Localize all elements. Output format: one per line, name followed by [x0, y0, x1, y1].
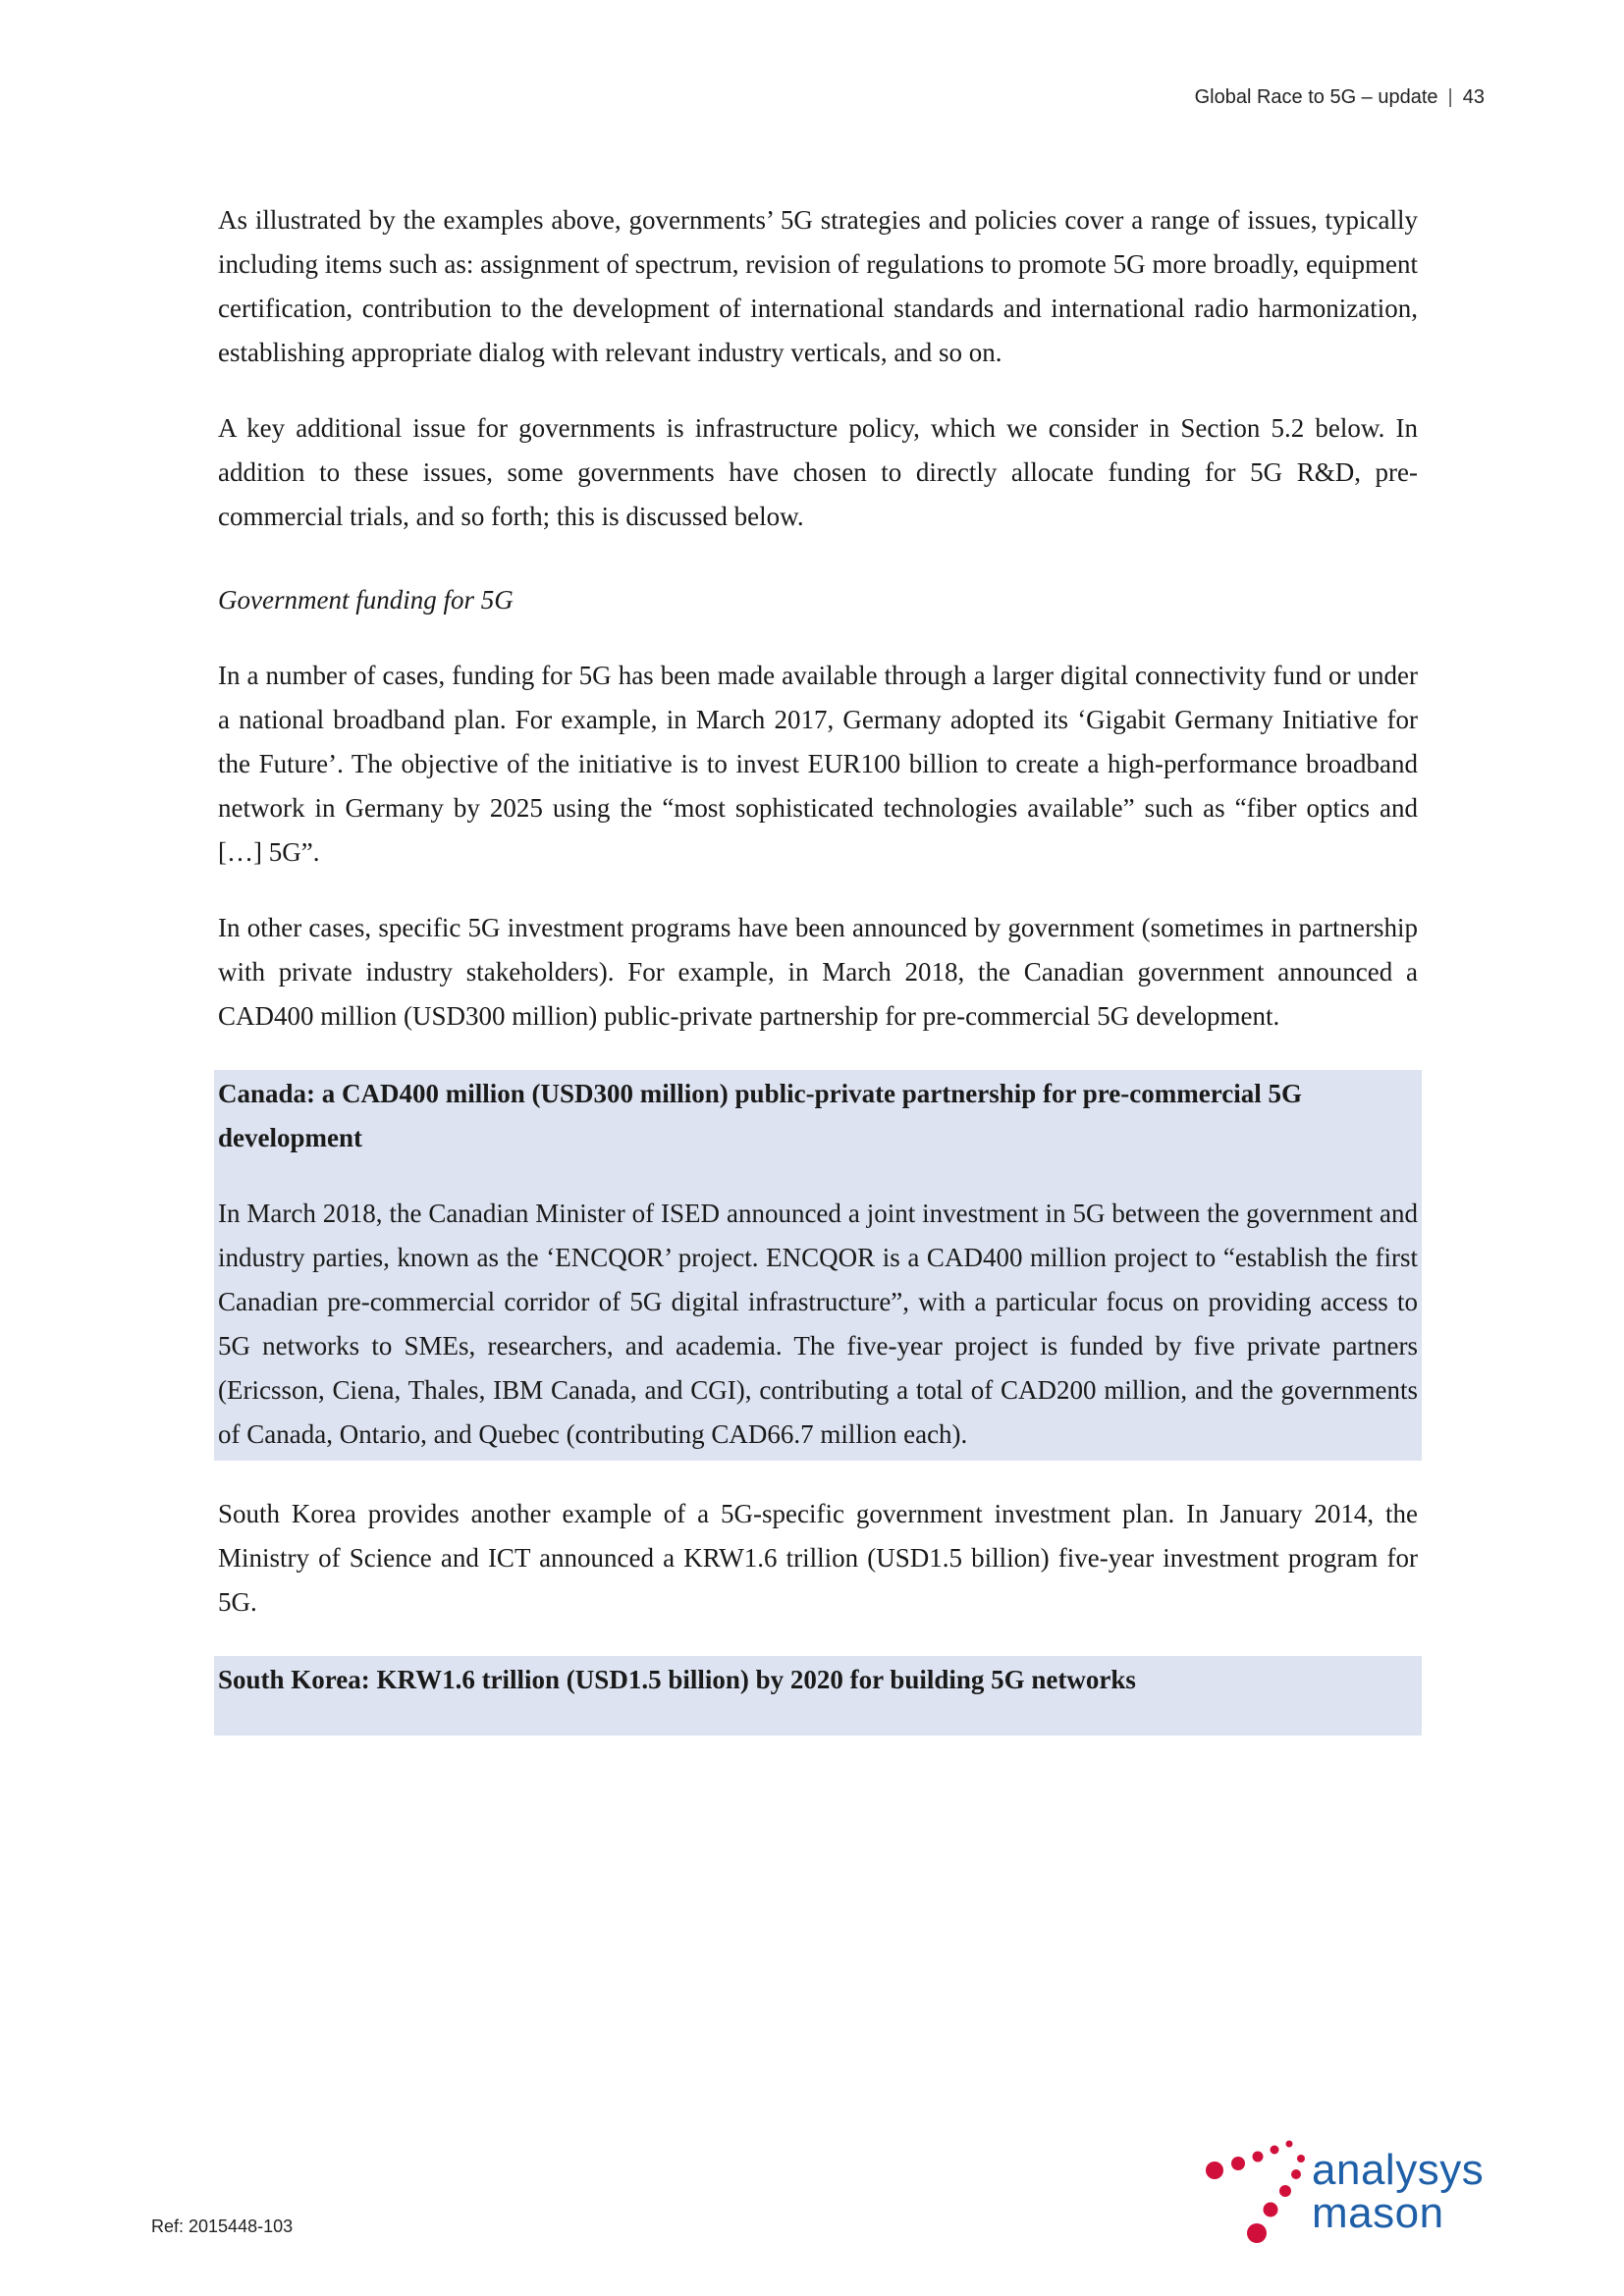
paragraph-germany: In a number of cases, funding for 5G has been made available through a larger digital connectivity fund or under a national broadband plan. For example, in March 2017, Germany adopted its ‘Gigabit Germany Initiative for the Future’. The objective of the initiative is to invest EUR100 billion to create a high-performance broadband network in Germany by 2025 using the “most sophisticated technologies available” such as “fiber optics and […] 5G”. [218, 661, 1418, 867]
case-study-box-south-korea [214, 1656, 1422, 1735]
case-study-body-canada: In March 2018, the Canadian Minister of ISED announced a joint investment in 5G between the government and industry parties, known as the ‘ENCQOR’ project. ENCQOR is a CAD400 million project to “establish the first Canadian pre-commercial corridor of 5G digital infrastructure”, with a particular focus on providing access to 5G networks to SMEs, researchers, and academia. The five-year project is funded by five private partners (Ericsson, Ciena, Thales, IBM Canada, and CGI), contributing a total of CAD200 million, and the governments of Canada, Ontario, and Quebec (contributing CAD66.7 million each). [218, 1199, 1418, 1449]
case-study-title-south-korea: South Korea: KRW1.6 trillion (USD1.5 billion) by 2020 for building 5G networks [218, 1665, 1136, 1694]
logo-text-mason: mason [1312, 2189, 1444, 2237]
logo-text-analysys: analysys [1312, 2146, 1485, 2194]
document-reference: Ref: 2015448-103 [151, 2216, 294, 2236]
paragraph-infrastructure: A key additional issue for governments is infrastructure policy, which we consider in Section 5.2 below. In addition to these issues, some governments have chosen to directly allocate funding for 5G R&D, pre-commercial trials, and so forth; this is discussed below. [218, 413, 1418, 531]
logo-dots-icon [1206, 2135, 1314, 2245]
document-title: Global Race to 5G – update [1194, 86, 1438, 108]
case-study-box-canada [214, 1070, 1422, 1461]
header-separator: | [1447, 86, 1453, 108]
page-header [1195, 86, 1485, 109]
paragraph-other-cases: In other cases, specific 5G investment programs have been announced by government (sometimes in partnership with private industry stakeholders). For example, in March 2018, the Canadian government announced a CAD400 million (USD300 million) public-private partnership for pre-commercial 5G development. [218, 913, 1418, 1031]
paragraph-south-korea: South Korea provides another example of a 5G-specific government investment plan. In January 2014, the Ministry of Science and ICT announced a KRW1.6 trillion (USD1.5 billion) five-year investment program for 5G. [218, 1499, 1418, 1617]
page-body [218, 198, 1418, 1735]
section-subheading: Government funding for 5G [218, 585, 514, 614]
paragraph-strategies: As illustrated by the examples above, governments’ 5G strategies and policies cover a range of issues, typically including items such as: assignment of spectrum, revision of regulations to promote 5G more broadly, equipment certification, contribution to the development of international standards and international radio harmonization, establishing appropriate dialog with relevant industry verticals, and so on. [218, 205, 1418, 367]
page-number: 43 [1462, 86, 1485, 108]
case-study-title-canada: Canada: a CAD400 million (USD300 million) public-private partnership for pre-commercial 5G development [218, 1079, 1302, 1152]
analysys-mason-logo [1206, 2135, 1510, 2245]
